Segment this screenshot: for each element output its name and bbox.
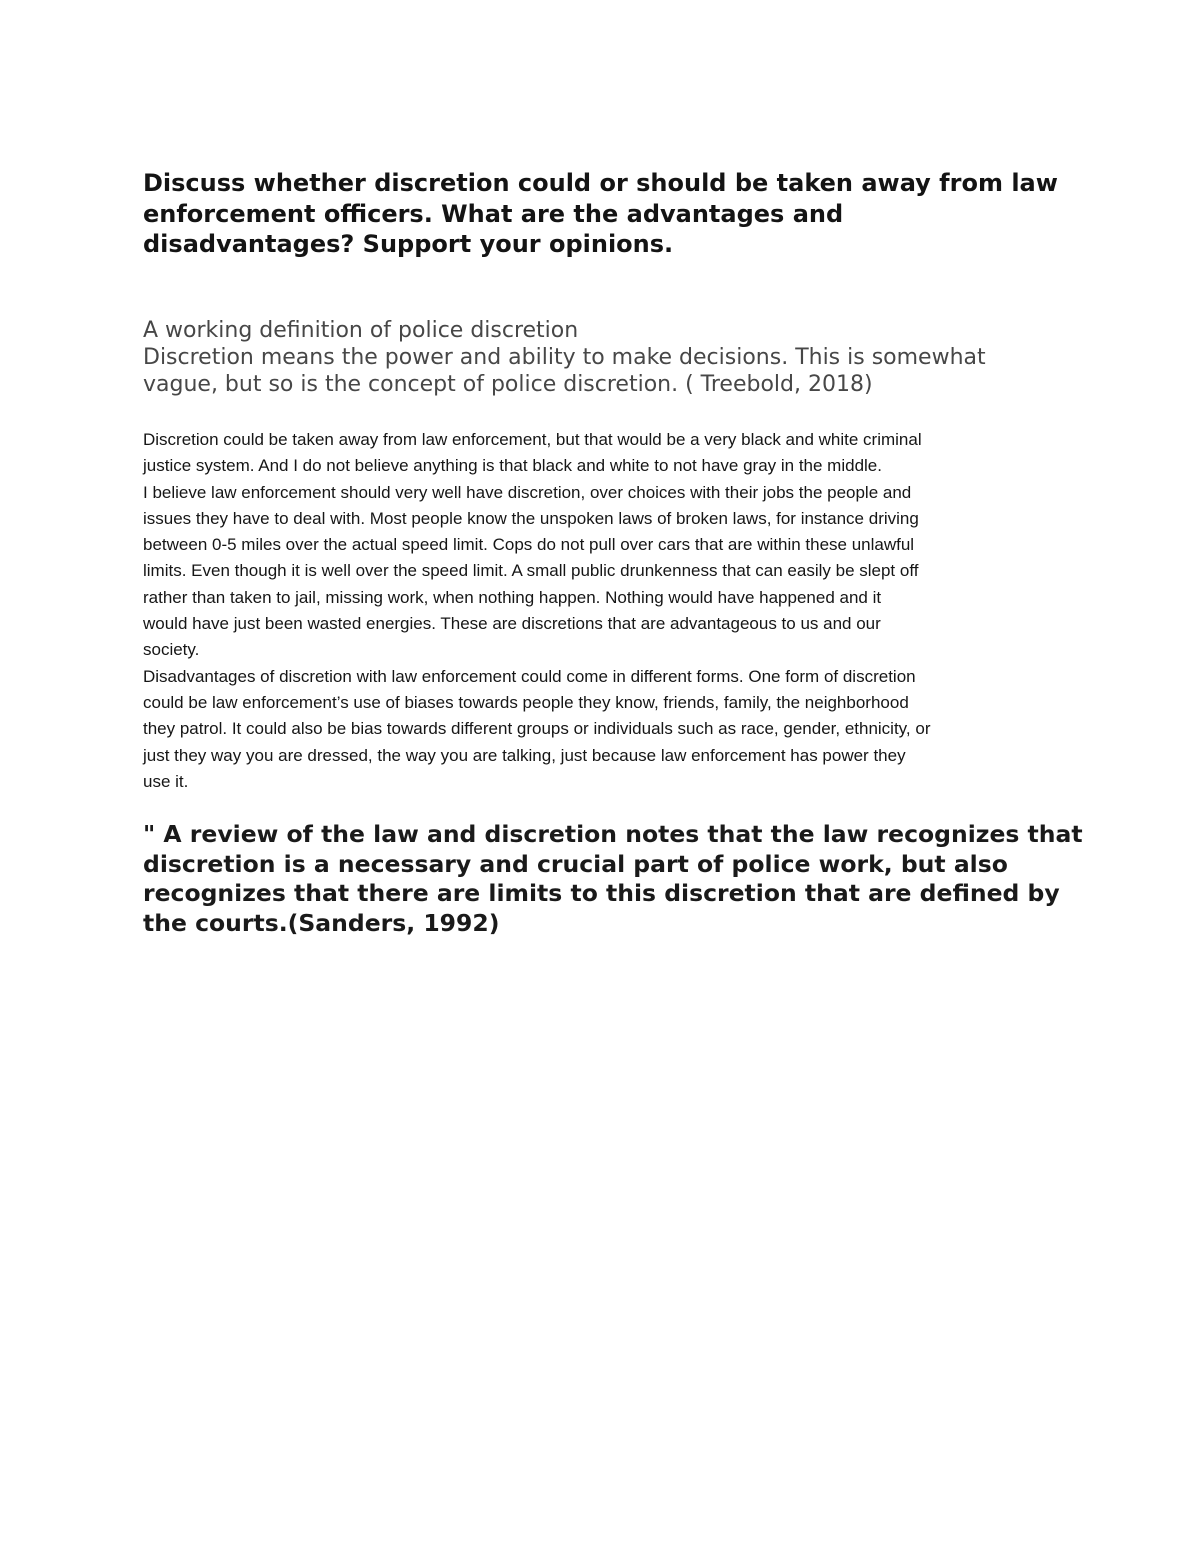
essay-line: Discretion could be taken away from law enforcement, but that would be a very black and white criminal	[143, 430, 922, 449]
quote-line: the courts.(Sanders, 1992)	[143, 909, 500, 938]
prompt-line: disadvantages? Support your opinions.	[143, 230, 674, 258]
essay-line: society.	[143, 640, 200, 660]
essay-line: Disadvantages of discretion with law enforcement could come in different forms. One form of discretion	[143, 666, 916, 686]
essay-line: rather than taken to jail, missing work, when nothing happen. Nothing would have happened and it	[143, 587, 882, 607]
prompt-question	[143, 168, 1073, 260]
quote-line: discretion is a necessary and crucial part of police work, but also	[143, 849, 1008, 878]
quote-line: " A review of the law and discretion notes that the law recognizes that	[143, 820, 1083, 848]
definition-heading: A working definition of police discretion	[143, 318, 579, 343]
essay-body	[143, 427, 1073, 795]
essay-line: between 0-5 miles over the actual speed limit. Cops do not pull over cars that are within these unlawful	[143, 535, 915, 555]
essay-line: would have just been wasted energies. These are discretions that are advantageous to us and our	[143, 614, 881, 634]
definition-line: Discretion means the power and ability to make decisions. This is somewhat	[143, 345, 986, 370]
definition-line: vague, but so is the concept of police discretion. ( Treebold, 2018)	[143, 372, 873, 397]
quote-line: recognizes that there are limits to this discretion that are defined by	[143, 879, 1060, 908]
definition-section	[143, 317, 1073, 398]
essay-line: I believe law enforcement should very well have discretion, over choices with their jobs the people and	[143, 482, 912, 502]
essay-line: just they way you are dressed, the way you are talking, just because law enforcement has power they	[143, 745, 906, 765]
essay-line: justice system. And I do not believe anything is that black and white to not have gray in the middle.	[143, 456, 882, 476]
essay-line: they patrol. It could also be bias towards different groups or individuals such as race, gender, ethnicity, or	[143, 719, 931, 739]
prompt-line: Discuss whether discretion could or should be taken away from law	[143, 169, 1058, 197]
essay-line: issues they have to deal with. Most people know the unspoken laws of broken laws, for instance driving	[143, 508, 919, 528]
prompt-line: enforcement officers. What are the advantages and	[143, 199, 844, 228]
essay-line: use it.	[143, 771, 189, 791]
essay-line: limits. Even though it is well over the speed limit. A small public drunkenness that can easily be slept off	[143, 561, 919, 581]
essay-line: could be law enforcement’s use of biases towards people they know, friends, family, the neighborhood	[143, 692, 909, 712]
quote-block	[143, 820, 1083, 939]
